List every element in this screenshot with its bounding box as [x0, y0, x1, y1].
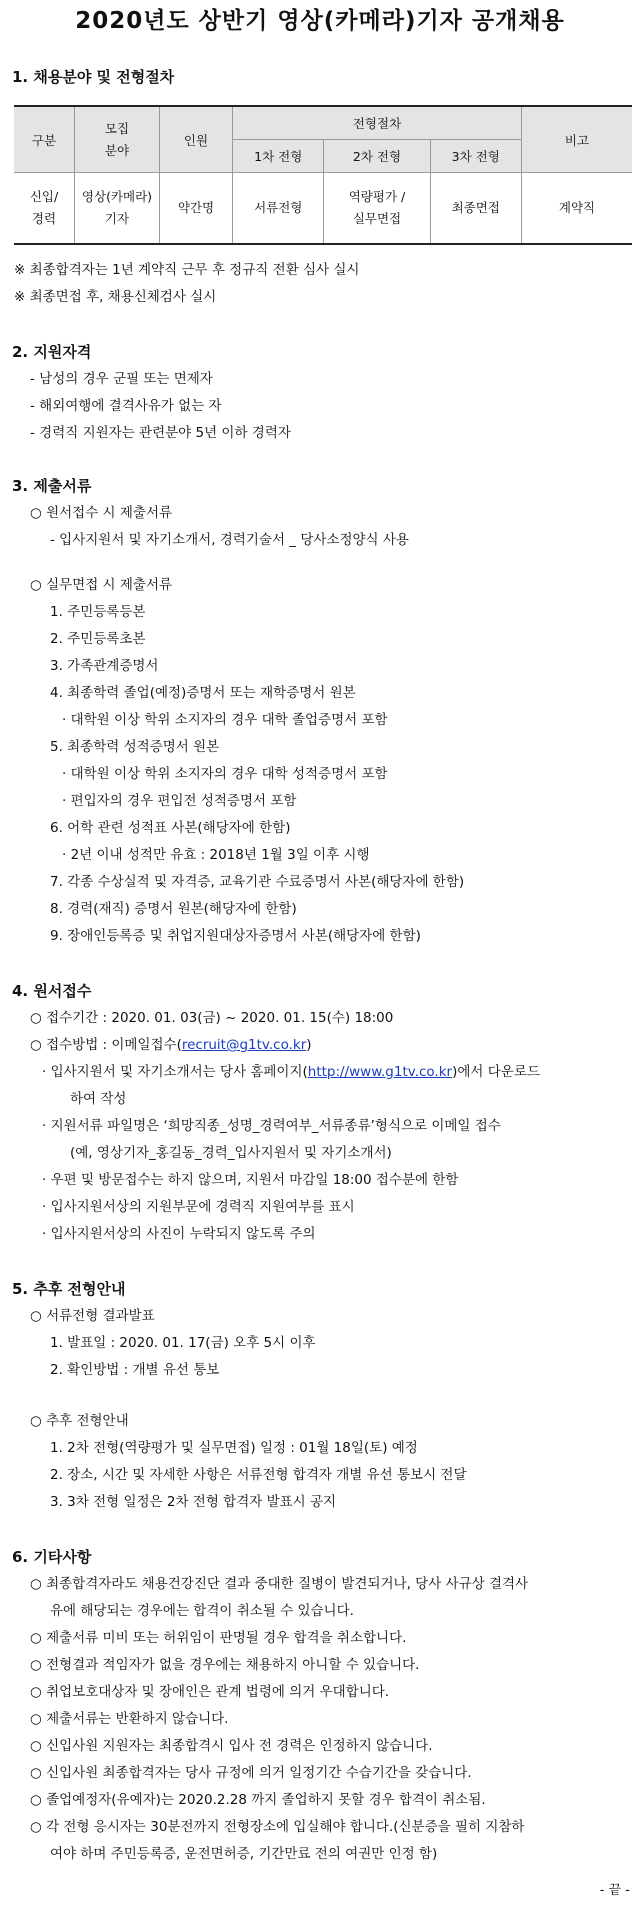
list-subitem-cont: 하여 작성 — [70, 1091, 127, 1107]
list-item: 5. 최종학력 성적증명서 원본 — [50, 739, 220, 755]
application-method — [8, 1032, 632, 1059]
subsection-title: ○ 서류전형 결과발표 — [30, 1308, 155, 1324]
table-header-gubun: 구분 — [14, 106, 75, 173]
homepage-link[interactable]: http://www.g1tv.co.kr — [307, 1064, 453, 1080]
cell-gubun: 신입/ 경력 — [14, 173, 75, 245]
section-2-heading: 2. 지원자격 — [12, 343, 92, 361]
note-line: ※ 최종면접 후, 채용신체검사 실시 — [14, 289, 217, 305]
list-subitem: · 우편 및 방문접수는 하지 않으며, 지원서 마감일 18:00 접수분에 한함 — [42, 1172, 459, 1188]
table-header-step3: 3차 전형 — [430, 140, 521, 173]
section-5-heading: 5. 추후 전형안내 — [12, 1280, 126, 1298]
list-item: 7. 각종 수상실적 및 자격증, 교육기관 수료증명서 사본(해당자에 한함) — [50, 874, 465, 890]
method-label: ○ 접수방법 : 이메일접수( — [30, 1037, 182, 1053]
misc-item: ○ 최종합격자라도 채용건강진단 결과 중대한 질병이 발견되거나, 당사 사규상 결격사 — [30, 1576, 529, 1592]
cell-headcount: 약간명 — [160, 173, 233, 245]
list-subitem-cont: (예, 영상기자_홍길동_경력_입사지원서 및 자기소개서) — [70, 1145, 392, 1161]
subsection-title: ○ 원서접수 시 제출서류 — [30, 505, 173, 521]
subitem-text: )에서 다운로드 — [452, 1064, 540, 1080]
list-item: 9. 장애인등록증 및 취업지원대상자증명서 사본(해당자에 한함) — [50, 928, 421, 944]
table-header-process: 전형절차 — [233, 106, 522, 140]
document-page — [0, 6, 640, 1906]
misc-item: ○ 전형결과 적임자가 없을 경우에는 채용하지 아니할 수 있습니다. — [30, 1657, 420, 1673]
list-item: 3. 가족관계증명서 — [50, 658, 159, 674]
list-subitem: · 편입자의 경우 편입전 성적증명서 포함 — [62, 793, 297, 809]
misc-item: ○ 취업보호대상자 및 장애인은 관계 법령에 의거 우대합니다. — [30, 1684, 390, 1700]
subsection-title: ○ 실무면접 시 제출서류 — [30, 577, 173, 593]
list-item: 1. 주민등록등본 — [50, 604, 146, 620]
list-item: 1. 발표일 : 2020. 01. 17(금) 오후 5시 이후 — [50, 1335, 316, 1351]
subitem-text: · 입사지원서 및 자기소개서는 당사 홈페이지( — [42, 1064, 308, 1080]
list-item: 1. 2차 전형(역량평가 및 실무면접) 일정 : 01월 18일(토) 예정 — [50, 1440, 418, 1456]
cell-step2: 역량평가 / 실무면접 — [324, 173, 430, 245]
subsection-title: ○ 추후 전형안내 — [30, 1413, 129, 1429]
list-subitem: · 입사지원서상의 지원부문에 경력직 지원여부를 표시 — [42, 1199, 355, 1215]
method-close: ) — [306, 1037, 312, 1053]
list-item: 6. 어학 관련 성적표 사본(해당자에 한함) — [50, 820, 291, 836]
qualification-item: - 경력직 지원자는 관련분야 5년 이하 경력자 — [30, 425, 291, 441]
cell-step1: 서류전형 — [233, 173, 324, 245]
list-item: 2. 장소, 시간 및 자세한 사항은 서류전형 합격자 개별 유선 통보시 전달 — [50, 1467, 467, 1483]
note-line: ※ 최종합격자는 1년 계약직 근무 후 정규직 전환 심사 실시 — [14, 262, 360, 278]
misc-item-cont: 여야 하며 주민등록증, 운전면허증, 기간만료 전의 여권만 인정 함) — [50, 1846, 438, 1862]
list-item: 2. 확인방법 : 개별 유선 통보 — [50, 1362, 220, 1378]
list-subitem: · 2년 이내 성적만 유효 : 2018년 1월 3일 이후 시행 — [62, 847, 370, 863]
page-title: 2020년도 상반기 영상(카메라)기자 공개채용 — [75, 8, 565, 34]
list-subitem: · 지원서류 파일명은 ‘희망직종_성명_경력여부_서류종류’형식으로 이메일 접수 — [42, 1118, 501, 1134]
recruit-email-link[interactable]: recruit@g1tv.co.kr — [181, 1037, 307, 1053]
qualification-item: - 해외여행에 결격사유가 없는 자 — [30, 398, 222, 414]
table-row — [14, 173, 632, 245]
misc-item-cont: 유에 해당되는 경우에는 합격이 취소될 수 있습니다. — [50, 1603, 354, 1619]
cell-field: 영상(카메라) 기자 — [75, 173, 160, 245]
misc-item: ○ 신입사원 지원자는 최종합격시 입사 전 경력은 인정하지 않습니다. — [30, 1738, 433, 1754]
qualification-item: - 남성의 경우 군필 또는 면제자 — [30, 371, 213, 387]
section-3-heading: 3. 제출서류 — [12, 477, 92, 495]
list-subitem: · 대학원 이상 학위 소지자의 경우 대학 성적증명서 포함 — [62, 766, 388, 782]
section-4-heading: 4. 원서접수 — [12, 982, 92, 1000]
list-item: 4. 최종학력 졸업(예정)증명서 또는 재학증명서 원본 — [50, 685, 356, 701]
misc-item: ○ 신입사원 최종합격자는 당사 규정에 의거 일정기간 수습기간을 갖습니다. — [30, 1765, 472, 1781]
section-6-heading: 6. 기타사항 — [12, 1548, 92, 1566]
document-item: - 입사지원서 및 자기소개서, 경력기술서 _ 당사소정양식 사용 — [50, 532, 409, 548]
list-item: 2. 주민등록초본 — [50, 631, 146, 647]
misc-item: ○ 제출서류 미비 또는 허위임이 판명될 경우 합격을 취소합니다. — [30, 1630, 407, 1646]
table-header-remarks: 비고 — [522, 106, 633, 173]
misc-item: ○ 각 전형 응시자는 30분전까지 전형장소에 입실해야 합니다.(신분증을 필히 지참하 — [30, 1819, 525, 1835]
cell-step3: 최종면접 — [430, 173, 521, 245]
table-header-field: 모집 분야 — [75, 106, 160, 173]
misc-item: ○ 졸업예정자(유예자)는 2020.2.28 까지 졸업하지 못할 경우 합격이 취소됨. — [30, 1792, 486, 1808]
list-subitem — [8, 1059, 632, 1086]
end-mark: - 끝 - — [599, 1883, 630, 1898]
section-1-heading: 1. 채용분야 및 전형절차 — [12, 68, 175, 86]
list-item: 8. 경력(재직) 증명서 원본(해당자에 한함) — [50, 901, 297, 917]
table-header-step1: 1차 전형 — [233, 140, 324, 173]
list-subitem: · 입사지원서상의 사진이 누락되지 않도록 주의 — [42, 1226, 316, 1242]
table-header-headcount: 인원 — [160, 106, 233, 173]
recruitment-process-table — [14, 105, 632, 245]
list-item: 3. 3차 전형 일정은 2차 전형 합격자 발표시 공지 — [50, 1494, 337, 1510]
cell-remarks: 계약직 — [522, 173, 633, 245]
list-subitem: · 대학원 이상 학위 소지자의 경우 대학 졸업증명서 포함 — [62, 712, 388, 728]
application-period: ○ 접수기간 : 2020. 01. 03(금) ~ 2020. 01. 15(수) 18:00 — [30, 1010, 394, 1026]
table-header-step2: 2차 전형 — [324, 140, 430, 173]
misc-item: ○ 제출서류는 반환하지 않습니다. — [30, 1711, 229, 1727]
